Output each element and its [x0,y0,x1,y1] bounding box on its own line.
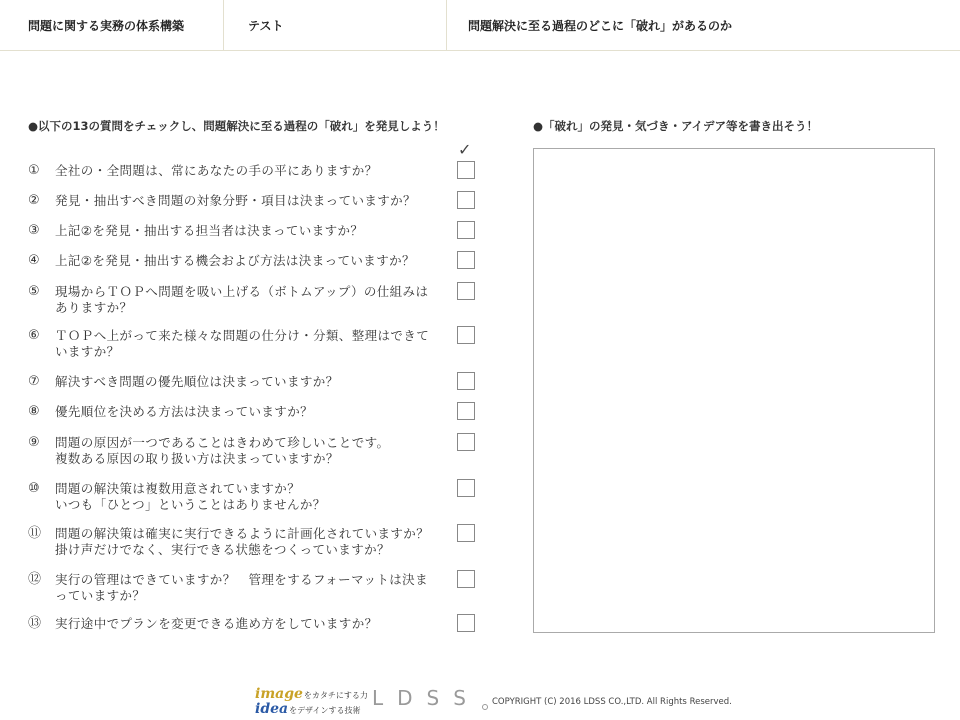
question-checkbox-9[interactable] [457,433,475,451]
header-divider [223,0,224,50]
question-checkbox-6[interactable] [457,326,475,344]
question-number: ⑩ [28,481,40,496]
notes-textarea[interactable] [533,148,935,633]
question-checkbox-3[interactable] [457,221,475,239]
question-text: 実行の管理はできていますか？ 管理をするフォーマットは決ま っていますか？ [55,572,428,603]
question-checkbox-4[interactable] [457,251,475,269]
notes-heading: ●「破れ」の発見・気づき・アイデア等を書き出そう！ [533,119,818,133]
question-number: ⑫ [28,572,42,587]
header-divider [446,0,447,50]
copyright-text: COPYRIGHT (C) 2016 LDSS CO.,LTD. All Rights Reserved. [492,697,732,707]
question-text: ＴＯＰへ上がって来た様々な問題の仕分け・分類、整理はできて いますか？ [55,328,430,359]
question-checkbox-10[interactable] [457,479,475,497]
question-number: ① [28,163,40,178]
question-number: ⑨ [28,435,40,450]
checkmark-icon: ✓ [458,140,472,159]
question-text: 上記②を発見・抽出する機会および方法は決まっていますか？ [55,253,415,268]
question-checkbox-1[interactable] [457,161,475,179]
checklist-heading: ●以下の13の質問をチェックし、問題解決に至る過程の「破れ」を発見しよう！ [28,119,445,133]
question-text: 実行途中でプランを変更できる進め方をしていますか？ [55,616,378,631]
question-number: ⑥ [28,328,40,343]
header-tab-test[interactable]: テスト [248,19,284,33]
brand-dot-icon [482,704,488,710]
question-text: 全社の・全問題は、常にあなたの手の平にありますか？ [55,163,378,178]
question-text: 上記②を発見・抽出する担当者は決まっていますか？ [55,223,364,238]
question-checkbox-8[interactable] [457,402,475,420]
header-tab-breach-finding[interactable]: 問題解決に至る過程のどこに「破れ」があるのか [468,19,733,33]
top-header [0,0,960,51]
brand-logo: LDSS [372,686,480,710]
question-checkbox-7[interactable] [457,372,475,390]
question-text: 現場からＴＯＰへ問題を吸い上げる（ボトムアップ）の仕組みは ありますか？ [55,284,429,315]
question-number: ② [28,193,40,208]
question-number: ⑦ [28,374,40,389]
question-number: ⑪ [28,526,42,541]
question-checkbox-5[interactable] [457,282,475,300]
question-text: 問題の原因が一つであることはきわめて珍しいことです。 複数ある原因の取り扱い方は決まっていますか？ [55,435,390,466]
question-text: 発見・抽出すべき問題の対象分野・項目は決まっていますか？ [55,193,416,208]
question-number: ⑬ [28,616,42,631]
logo-image-word: image [255,686,303,702]
question-text: 解決すべき問題の優先順位は決まっていますか？ [55,374,339,389]
question-text: 問題の解決策は確実に実行できるように計画化されていますか？ 掛け声だけでなく、実行できる状態をつくっていますか？ [55,526,430,557]
question-number: ⑤ [28,284,40,299]
question-text: 問題の解決策は複数用意されていますか？ いつも「ひとつ」ということはありませんか？ [55,481,326,512]
header-tab-system-construction[interactable]: 問題に関する実務の体系構築 [28,19,185,33]
question-number: ⑧ [28,404,40,419]
question-number: ③ [28,223,40,238]
logo-image-sub: をカタチにする力 [303,691,368,700]
tagline-logo [255,683,367,717]
logo-idea-word: idea [255,701,289,717]
question-checkbox-11[interactable] [457,524,475,542]
question-checkbox-12[interactable] [457,570,475,588]
question-checkbox-2[interactable] [457,191,475,209]
question-number: ④ [28,253,40,268]
logo-idea-sub: をデザインする技術 [289,706,361,715]
question-checkbox-13[interactable] [457,614,475,632]
question-text: 優先順位を決める方法は決まっていますか？ [55,404,314,419]
